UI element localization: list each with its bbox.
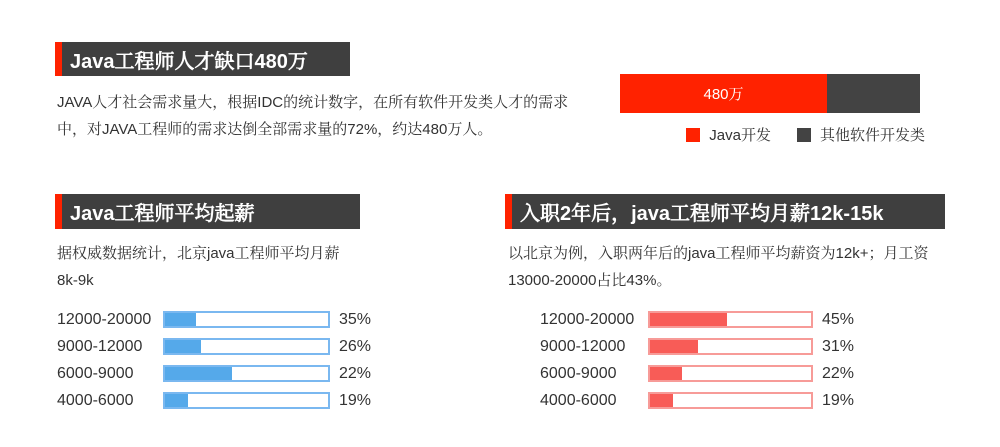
category-label: 4000-6000 (57, 391, 134, 409)
header-accent-bar (505, 194, 512, 229)
talent-gap-paragraph (57, 89, 587, 143)
bar-fill (165, 394, 188, 407)
category-label: 12000-20000 (57, 310, 152, 328)
avg-start-paragraph (57, 240, 477, 294)
bar-fill (650, 340, 698, 353)
percent-label: 19% (339, 391, 372, 409)
section-title-text: Java工程师人才缺口480万 (70, 50, 308, 73)
chart-row (540, 333, 870, 360)
bar-fill (165, 340, 201, 353)
bar-track (163, 392, 330, 409)
bar-fill (165, 313, 196, 326)
chart-row (540, 306, 870, 333)
section-title-avg-start (55, 194, 360, 229)
header-accent-bar (55, 42, 62, 76)
legend-item-java (686, 124, 771, 145)
category-label: 12000-20000 (540, 310, 635, 328)
bar-track (648, 365, 813, 382)
chart-row (57, 333, 387, 360)
java-share-segment (620, 74, 827, 113)
paragraph-line: 中，对JAVA工程师的需求达倒全部需求量的72%，约达480万人。 (57, 121, 493, 138)
category-label: 6000-9000 (57, 364, 134, 382)
chart-row (540, 360, 870, 387)
paragraph-line: JAVA人才社会需求量大，根据IDC的统计数字，在所有软件开发类人才的需求 (57, 94, 569, 111)
section-title-text: Java工程师平均起薪 (70, 203, 255, 225)
percent-label: 22% (339, 364, 372, 382)
bar-track (648, 338, 813, 355)
percent-label: 35% (339, 310, 372, 328)
bar-track (648, 392, 813, 409)
chart-row (57, 306, 387, 333)
bar-track (163, 311, 330, 328)
java-share-value-label: 480万 (703, 86, 744, 103)
bar-track (648, 311, 813, 328)
salary-2y-bar-chart (540, 306, 870, 414)
chart-row (57, 387, 387, 414)
bar-fill (650, 367, 682, 380)
legend-swatch-dark-icon (797, 128, 811, 142)
category-label: 9000-12000 (57, 337, 143, 355)
chart-row (540, 387, 870, 414)
paragraph-line: 以北京为例，入职两年后的java工程师平均薪资为12k+；月工资 (508, 245, 929, 262)
category-label: 9000-12000 (540, 337, 626, 355)
percent-label: 26% (339, 337, 372, 355)
section-title-after-2y (505, 194, 945, 229)
talent-gap-stacked-bar (620, 74, 920, 113)
bar-track (163, 365, 330, 382)
bar-track (163, 338, 330, 355)
after-2y-paragraph (508, 240, 978, 294)
category-label: 6000-9000 (540, 364, 617, 382)
bar-fill (650, 313, 727, 326)
percent-label: 45% (822, 310, 855, 328)
legend-label: Java开发 (709, 127, 771, 144)
chart-row (57, 360, 387, 387)
paragraph-line: 据权威数据统计，北京java工程师平均月薪 (57, 245, 340, 262)
percent-label: 22% (822, 364, 855, 382)
percent-label: 19% (822, 391, 855, 409)
salary-start-bar-chart (57, 306, 387, 414)
section-title-talent-gap (55, 42, 350, 76)
category-label: 4000-6000 (540, 391, 617, 409)
percent-label: 31% (822, 337, 855, 355)
bar-fill (650, 394, 673, 407)
bar-fill (165, 367, 232, 380)
legend-item-other (797, 124, 925, 145)
other-share-segment (827, 74, 920, 113)
legend-swatch-red-icon (686, 128, 700, 142)
legend (686, 124, 925, 145)
paragraph-line: 13000-20000占比43%。 (508, 272, 672, 289)
paragraph-line: 8k-9k (57, 272, 94, 289)
legend-label: 其他软件开发类 (819, 127, 925, 144)
header-accent-bar (55, 194, 62, 229)
section-title-text: 入职2年后，java工程师平均月薪12k-15k (520, 203, 884, 225)
